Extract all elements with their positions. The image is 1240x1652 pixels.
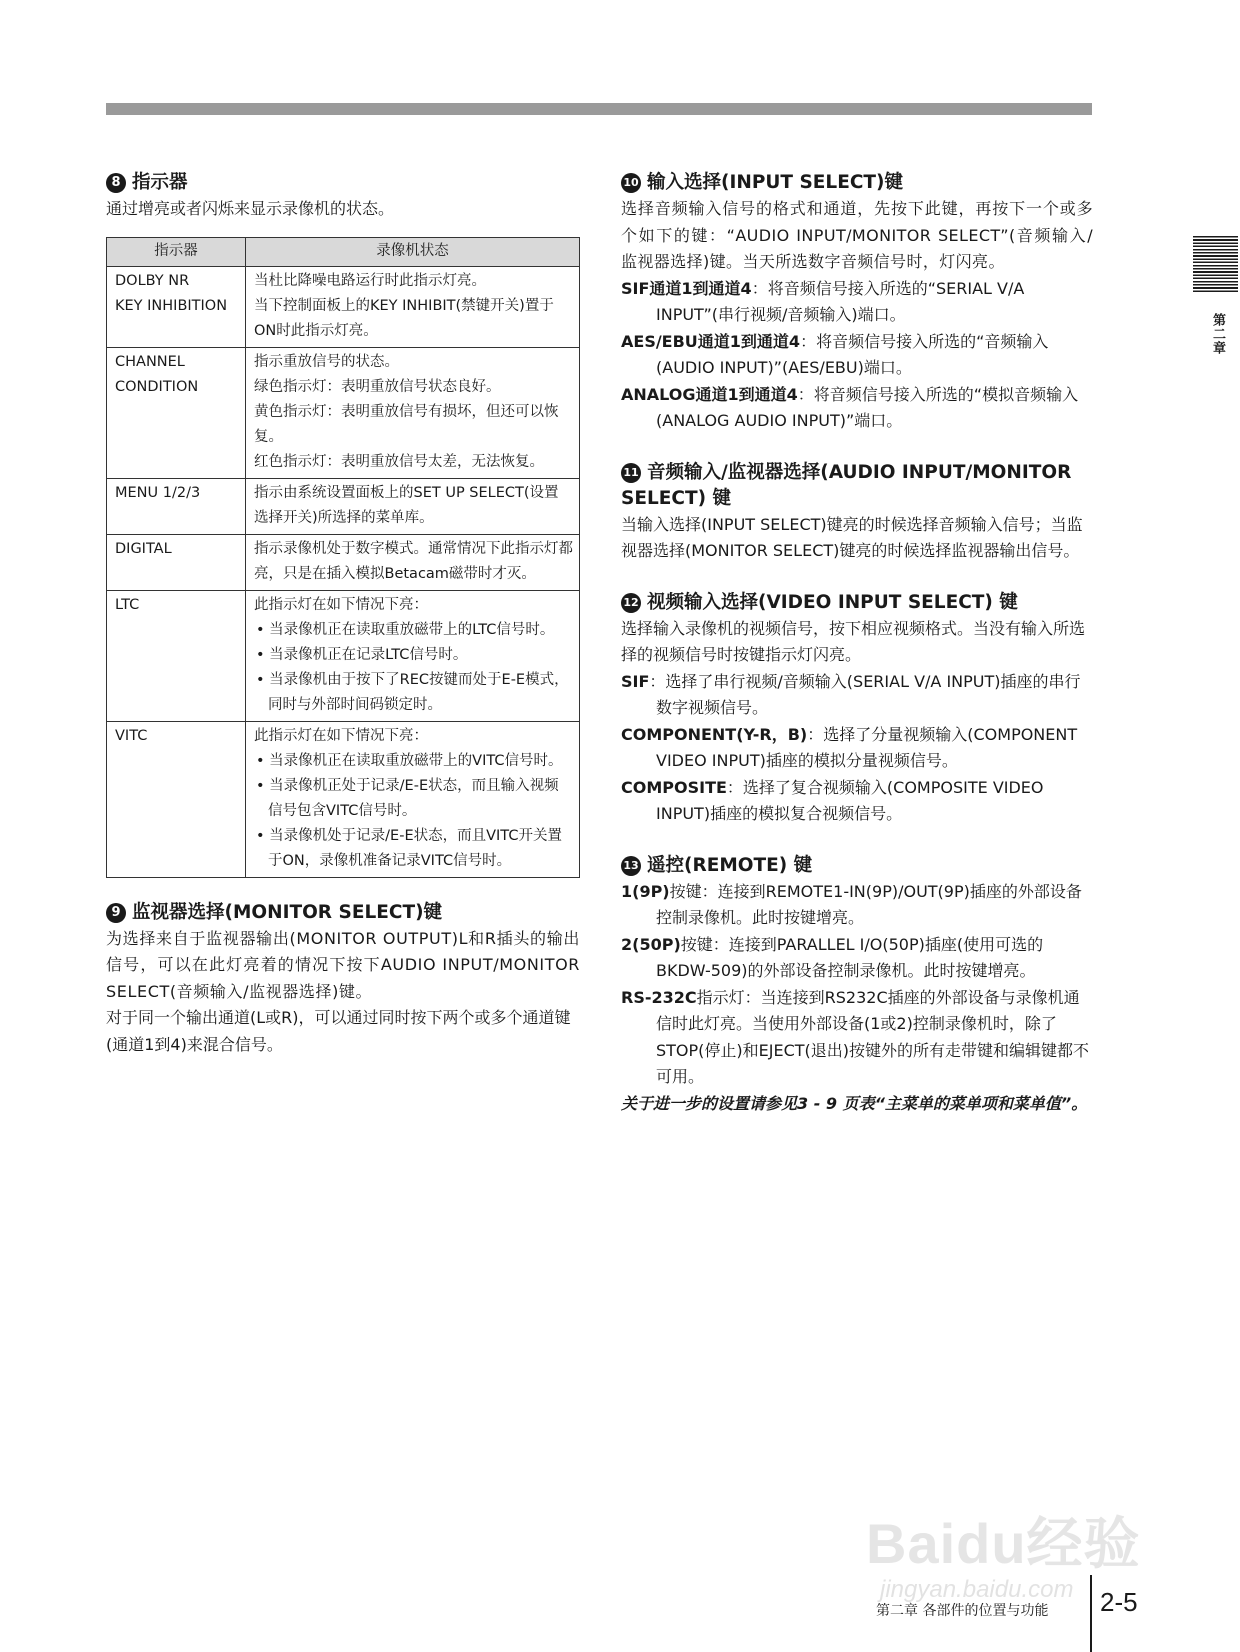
table-row <box>107 478 580 534</box>
footer-chapter-title: 第二章 各部件的位置与功能 <box>876 1603 1049 1619</box>
definition-term: AES/EBU通道1到通道4 <box>621 331 801 351</box>
indicator-name: DIGITAL <box>115 540 172 557</box>
definition-desc: ：将音频信号接入所选的“SERIAL V/A INPUT”(串行视频/音频输入)端口。 <box>656 278 1025 324</box>
definition-term: SIF <box>621 671 650 691</box>
status-bullet: • 当录像机处于记录/E-E状态，而且VITC开关置于ON，录像机准备记录VITC信号时。 <box>256 827 562 869</box>
page-number: 2-5 <box>1100 1587 1138 1617</box>
indicator-name-cell <box>107 721 246 877</box>
indicator-name-cell <box>107 347 246 478</box>
status-text: 指示录像机处于数字模式。通常情况下此指示灯都亮，只是在插入模拟Betacam磁带时才灭。 <box>254 540 573 582</box>
indicator-name: KEY INHIBITION <box>115 297 228 314</box>
section-number-badge: 8 <box>106 173 126 193</box>
indicator-name-cell <box>107 266 246 347</box>
table-row <box>107 266 580 347</box>
definition-item <box>621 276 1093 329</box>
table-header-row <box>107 237 580 266</box>
definition-item <box>621 722 1093 775</box>
status-bullet: • 当录像机由于按下了REC按键而处于E-E模式，同时与外部时间码锁定时。 <box>256 671 569 713</box>
definition-term: ANALOG通道1到通道4 <box>621 384 798 404</box>
indicator-status-cell <box>246 721 580 877</box>
definition-desc: 按键：连接到PARALLEL I/O(50P)插座(使用可选的BKDW-509)的外部设备控制录像机。此时按键增亮。 <box>656 934 1044 980</box>
definition-item <box>621 775 1093 828</box>
definition-item <box>621 985 1093 1091</box>
indicator-name: LTC <box>115 596 140 613</box>
status-bullet-text: 当录像机正处于记录/E-E状态，而且输入视频信号包含VITC信号时。 <box>268 777 559 819</box>
right-column <box>621 170 1093 1117</box>
definition-desc: 按键：连接到REMOTE1-IN(9P)/OUT(9P)插座的外部设备控制录像机。此时按键增亮。 <box>656 881 1082 927</box>
indicator-name: MENU 1/2/3 <box>115 484 201 501</box>
definition-term: 1(9P) <box>621 881 670 901</box>
definition-term: SIF通道1到通道4 <box>621 278 752 298</box>
section-12-paragraph: 选择输入录像机的视频信号，按下相应视频格式。当没有输入所选择的视频信号时按键指示灯闪亮。 <box>621 618 1086 664</box>
indicator-name: CONDITION <box>115 378 199 395</box>
definition-desc: ：选择了复合视频输入(COMPOSITE VIDEO INPUT)插座的模拟复合视频信号。 <box>656 777 1044 823</box>
status-text: 红色指示灯：表明重放信号太差，无法恢复。 <box>254 453 544 470</box>
indicator-status-cell <box>246 590 580 721</box>
cross-reference-note: 关于进一步的设置请参见3 - 9 页表“主菜单的菜单项和菜单值”。 <box>621 1093 1088 1113</box>
definition-desc: ：将音频信号接入所选的“音频输入(AUDIO INPUT)”(AES/EBU)端口。 <box>656 331 1049 377</box>
watermark-logo: Baidu经验 <box>866 1512 1141 1575</box>
definition-term: 2(50P) <box>621 934 681 954</box>
section-10-intro: 选择音频输入信号的格式和通道，先按下此键，再按下一个或多个如下的键：“AUDIO INPUT/MONITOR SELECT”(音频输入/监视器选择)键。当天所选数字音频信号时，灯闪亮。 <box>621 199 1093 271</box>
table-row <box>107 534 580 590</box>
section-9-heading: 9 监视器选择(MONITOR SELECT)键 <box>106 900 580 926</box>
status-bullet-text: 当录像机正在读取重放磁带上的VITC信号时。 <box>269 752 563 769</box>
indicator-name-cell <box>107 534 246 590</box>
definition-item <box>621 329 1093 382</box>
indicator-name-cell <box>107 478 246 534</box>
left-column <box>106 170 580 1058</box>
section-9-paragraph: 为选择来自于监视器输出(MONITOR OUTPUT)L和R插头的输出信号，可以在此灯亮着的情况下按下AUDIO INPUT/MONITOR SELECT(音频输入/监视器选择)键。 <box>106 928 580 1001</box>
indicator-name: VITC <box>115 727 148 744</box>
status-bullet: • 当录像机正在记录LTC信号时。 <box>256 646 468 663</box>
section-number-badge: 12 <box>621 593 641 613</box>
indicator-status-cell <box>246 534 580 590</box>
indicator-name-cell <box>107 590 246 721</box>
indicator-name: DOLBY NR <box>115 272 190 289</box>
section-12-heading: 12 视频输入选择(VIDEO INPUT SELECT) 键 <box>621 590 1093 616</box>
status-text: 绿色指示灯：表明重放信号状态良好。 <box>254 378 501 395</box>
table-row <box>107 590 580 721</box>
watermark-url: jingyan.baidu.com <box>880 1576 1074 1603</box>
status-text: 当杜比降噪电路运行时此指示灯亮。 <box>254 272 486 289</box>
indicator-name: CHANNEL <box>115 353 185 370</box>
section-9-paragraph: 对于同一个输出通道(L或R)，可以通过同时按下两个或多个通道键(通道1到4)来混合信号。 <box>106 1008 571 1054</box>
status-text: 指示重放信号的状态。 <box>254 353 399 370</box>
status-bullet: • 当录像机正在读取重放磁带上的VITC信号时。 <box>256 752 563 769</box>
section-number-badge: 9 <box>106 903 126 923</box>
section-10-heading: 10 输入选择(INPUT SELECT)键 <box>621 170 1093 196</box>
table-row <box>107 347 580 478</box>
definition-item <box>621 879 1093 932</box>
chapter-tab-marker <box>1193 236 1238 292</box>
indicator-status-cell <box>246 347 580 478</box>
section-8-heading: 8 指示器 <box>106 170 580 196</box>
indicator-table <box>106 237 580 878</box>
table-header: 录像机状态 <box>246 237 580 266</box>
definition-item <box>621 932 1093 985</box>
indicator-status-cell <box>246 478 580 534</box>
status-text: 黄色指示灯：表明重放信号有损坏，但还可以恢复。 <box>254 403 559 445</box>
definition-desc: 指示灯：当连接到RS232C插座的外部设备与录像机通信时此灯亮。当使用外部设备(1或2)控制录像机时，除了STOP(停止)和EJECT(退出)按键外的所有走带键和编辑键都不可用。 <box>656 987 1090 1086</box>
indicator-status-cell <box>246 266 580 347</box>
section-11-paragraph: 当输入选择(INPUT SELECT)键亮的时候选择音频输入信号；当监视器选择(MONITOR SELECT)键亮的时候选择监视器输出信号。 <box>621 514 1083 560</box>
status-bullet-text: 当录像机正在读取重放磁带上的LTC信号时。 <box>269 621 555 638</box>
section-13-heading: 13 遥控(REMOTE) 键 <box>621 853 1093 879</box>
definition-term: COMPONENT(Y-R，B) <box>621 724 808 744</box>
definition-desc: ：选择了串行视频/音频输入(SERIAL V/A INPUT)插座的串行数字视频信号。 <box>649 671 1081 717</box>
section-11-heading: 11 音频输入/监视器选择(AUDIO INPUT/MONITOR SELECT) 键 <box>621 461 1072 509</box>
status-text: 指示由系统设置面板上的SET UP SELECT(设置选择开关)所选择的菜单库。 <box>254 484 559 526</box>
definition-item <box>621 382 1093 435</box>
section-number-badge: 10 <box>621 173 641 193</box>
table-row <box>107 721 580 877</box>
status-bullet-text: 当录像机由于按下了REC按键而处于E-E模式，同时与外部时间码锁定时。 <box>268 671 569 713</box>
status-bullet-text: 当录像机正在记录LTC信号时。 <box>269 646 468 663</box>
chapter-side-label: 第二章 <box>1210 313 1225 355</box>
footer-divider <box>1090 1575 1092 1652</box>
definition-item <box>621 669 1093 722</box>
section-number-badge: 11 <box>621 463 641 483</box>
top-rule <box>106 103 1092 115</box>
status-bullet-text: 当录像机处于记录/E-E状态，而且VITC开关置于ON，录像机准备记录VITC信号时。 <box>268 827 562 869</box>
status-text: 此指示灯在如下情况下亮： <box>254 727 428 744</box>
definition-term: COMPOSITE <box>621 777 727 797</box>
status-text: 此指示灯在如下情况下亮： <box>254 596 428 613</box>
section-number-badge: 13 <box>621 856 641 876</box>
status-bullet: • 当录像机正在读取重放磁带上的LTC信号时。 <box>256 621 555 638</box>
status-bullet: • 当录像机正处于记录/E-E状态，而且输入视频信号包含VITC信号时。 <box>256 777 559 819</box>
section-8-intro: 通过增亮或者闪烁来显示录像机的状态。 <box>106 199 395 218</box>
definition-term: RS-232C <box>621 987 697 1007</box>
definition-desc: ：选择了分量视频输入(COMPONENT VIDEO INPUT)插座的模拟分量视频信号。 <box>656 724 1078 770</box>
definition-desc: ：将音频信号接入所选的“模拟音频输入(ANALOG AUDIO INPUT)”端口。 <box>656 384 1079 430</box>
table-header: 指示器 <box>107 237 246 266</box>
status-text: 当下控制面板上的KEY INHIBIT(禁键开关)置于ON时此指示灯亮。 <box>254 297 554 339</box>
